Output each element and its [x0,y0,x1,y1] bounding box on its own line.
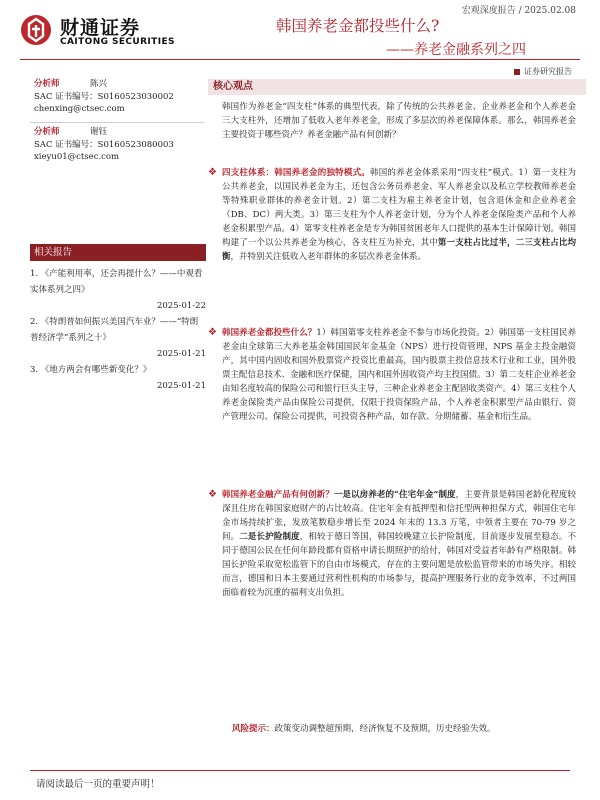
related-report-date: 2025-01-22 [156,301,206,311]
risk-warning [232,722,496,734]
core-points-heading: 核心观点 [208,79,586,95]
related-report-title[interactable]: 1. 《产能利用率，还会再提什么？——中观看实体系列之四》 [30,269,203,295]
bullet-text: ，相较于德日等国，韩国较晚建立长护险制度，目前逐步发展至稳态。不同于德国公民在任何年龄段都有资格申请长期照护的给付，韩国对受益者年龄有严格限制。韩国长护险采取宽松监管下的自由市场模式，存在的主要问题是放松监管带来的市场失序。相较而言，德国和日本主要通过营利性机构的市场参与，提高护理服务行业的竞争效率，不过两国面临着较为沉重的福利支出负担。 [222,532,576,598]
header-divider [20,59,580,60]
square-icon [514,69,520,75]
bullet-text: 韩国的养老金体系采用“四支柱”模式。1）第一支柱为公共养老金，以国民养老金为主，还包含公务员养老金、军人养老金以及私立学校教师养老金等特殊职业群体的养老金计划。2）第二支柱为雇主养老金计划，包含退休金和企业养老金（DB、DC）两大类。3）第三支柱为个人养老金计划，分为个人养老金保险类产品和个人养老金积累型产品。4）第零支柱养老金是专为韩国贫困老年人口提供的基本生计保障计划。韩国构建了一个以公共养老金为核心，各支柱互为补充，其中 [222,168,576,248]
report-tag-text: 证券研究报告 [524,67,572,76]
bullet-text: ，主要背景是韩国老龄化程度较深且住房在韩国家庭财产的占比较高。住宅年金有抵押型和信托型两种担保方式，韩国住宅年金市场持续扩张，发放笔数稳步增长至 2024 年末的 13.3 万笔，中领者主要在 70-79 岁之间。 [222,490,576,542]
report-type-date: 宏观深度报告 / 2025.02.08 [461,6,576,16]
analyst-sac: SAC 证书编号：S0160523080003 [34,139,174,150]
analyst-sac: SAC 证书编号：S0160523030002 [34,91,174,102]
report-title: 韩国养老金都投些什么? [276,17,440,35]
related-report-date: 2025-01-21 [156,349,206,359]
analyst-name: 谢钰 [90,127,108,137]
report-subtitle: ——养老金融系列之四 [386,42,526,58]
company-logo [20,12,190,50]
related-reports-heading: 相关报告 [30,244,206,261]
footer-divider [30,770,570,771]
related-report-item[interactable] [30,314,206,362]
risk-label: 风险提示： [232,724,275,734]
analyst-divider [30,122,204,123]
footer-disclaimer: 请阅读最后一页的重要声明！ [36,779,160,790]
analyst-card-2 [34,126,204,164]
bullet-four-pillars [208,166,576,264]
caitong-logo-icon [20,14,52,46]
bullet-text: 1）韩国第零支柱养老金不参与市场化投资。2）韩国第一支柱国民养老金由全球第三大养老基金韩国国民年金基金（NPS）进行投资管理，NPS 基金主投金融资产，其中国内固收和国外股票资产投资比重最高，国内股票主投信息技术行业和工业，国外股票主配信息技术、金融和医疗保健，国内和国外固收资产均主投国债。3）第二支柱企业养老金由知名度较高的保险公司和银行巨头主导，三种企业养老金主配固收类资产。4）第三支柱个人养老金保险类产品由保险公司提供，仅限于投资保险产品，个人养老金积累型产品由银行、资产管理公司、保险公司提供，可投资各种产品，如存款、分期储蓄、基金和衍生品。 [222,328,576,422]
logo-text-en: CAITONG SECURITIES [60,37,175,47]
diamond-bullet-icon: ❖ [208,167,217,178]
bullet-bold-text: 第一支柱占比过半，二三支柱占比均衡 [222,238,576,262]
bullet-title: 四支柱体系：韩国养老金的独特模式。 [222,168,370,178]
related-report-item[interactable] [30,362,206,394]
related-report-title[interactable]: 3. 《地方两会有哪些新变化？》 [30,365,152,375]
analyst-email[interactable]: chenxing@ctsec.com [34,104,125,114]
analyst-email[interactable]: xieyu01@ctsec.com [34,152,120,162]
related-report-item[interactable] [30,266,206,314]
report-tag [514,66,572,77]
logo-text-cn: 财通证券 [60,17,141,39]
analyst-name: 陈兴 [90,79,108,89]
related-reports-list [30,266,206,394]
diamond-bullet-icon: ❖ [208,327,217,338]
intro-paragraph: 韩国作为养老金“四支柱”体系的典型代表，除了传统的公共养老金、企业养老金和个人养老金三大支柱外，还增加了低收入老年养老金，形成了多层次的养老保障体系。那么，韩国养老金主要投资于哪些资产？养老金融产品有何创新？ [222,102,576,140]
related-report-date: 2025-01-21 [156,381,206,391]
analyst-card-1 [34,78,204,116]
analyst-role: 分析师 [34,127,60,137]
bullet-title: 韩国养老金都投些什么？ [222,328,317,338]
related-report-title[interactable]: 2. 《特朗普如何振兴美国汽车业？——“特朗普经济学”系列之十》 [30,317,199,343]
diamond-bullet-icon: ❖ [208,489,217,500]
bullet-title: 韩国养老金融产品有何创新？ [222,490,334,500]
bullet-investments [208,326,576,424]
bullet-text: ，并特别关注低收入老年群体的多层次养老金体系。 [230,252,427,262]
bullet-bold-text: 一是以房养老的“住宅年金”制度 [333,490,456,500]
bullet-bold-text: 二是长护险制度 [239,532,300,542]
bullet-innovation [208,488,576,600]
analyst-role: 分析师 [34,79,60,89]
risk-text: 政策变动调整超预期，经济恢复不及预期，历史经验失效。 [274,724,496,734]
